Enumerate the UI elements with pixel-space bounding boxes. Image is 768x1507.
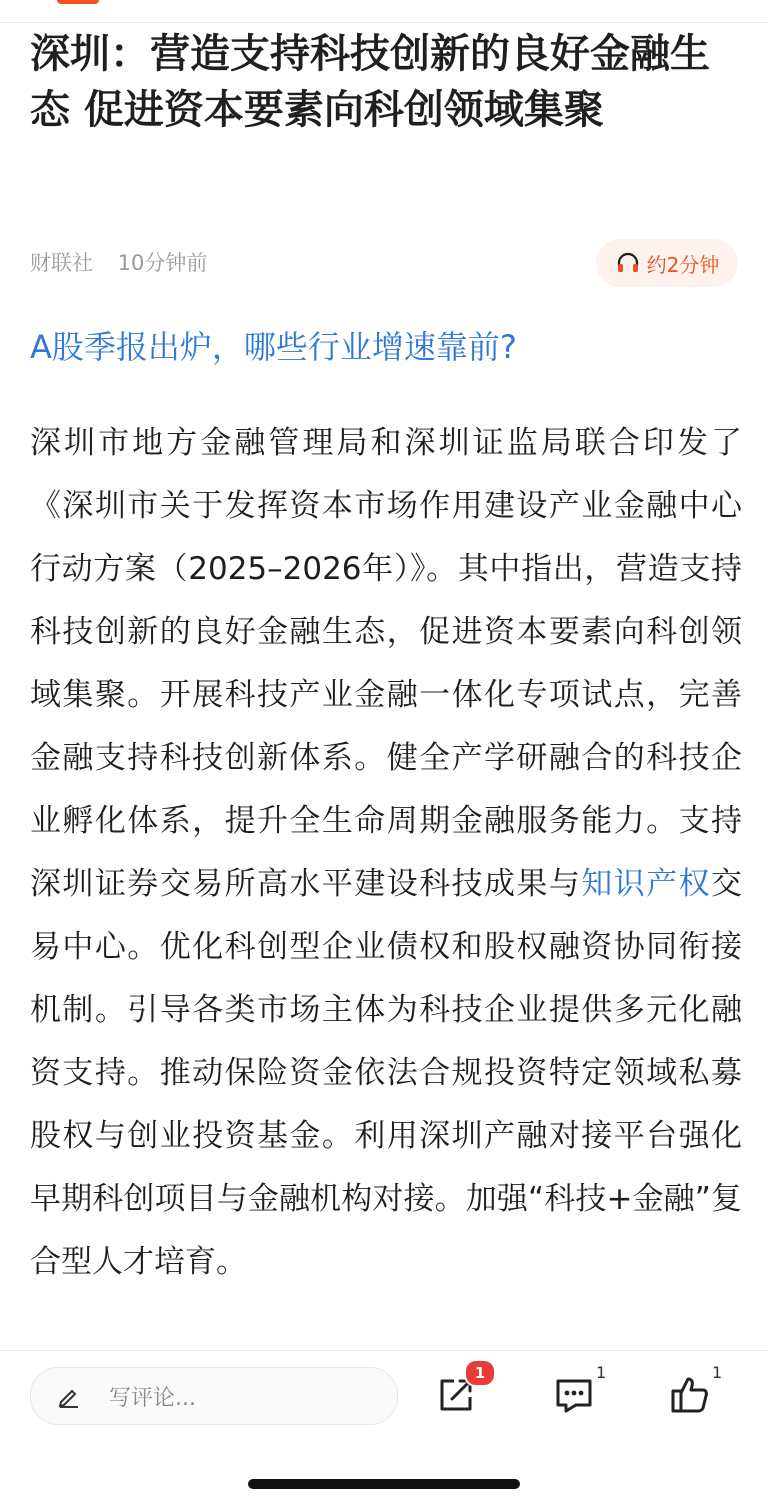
thumbs-up-icon: [668, 1373, 712, 1417]
article-body: [30, 412, 742, 1294]
like-button[interactable]: [668, 1363, 723, 1417]
listen-button[interactable]: [596, 239, 738, 287]
body-text-part2: 交易中心。优化科创型企业债权和股权融资协同衔接机制。引导各类市场主体为科技企业提供多元化融资支持。推动保险资金依法合规投资特定领域私募股权与创业投资基金。利用深圳产融对接平台强化早期科创项目与金融机构对接。加强“科技+金融”复合型人才培育。: [30, 866, 743, 1280]
comment-input[interactable]: [30, 1367, 398, 1425]
body-text-part1: 深圳市地方金融管理局和深圳证监局联合印发了《深圳市关于发挥资本市场作用建设产业金融中心行动方案（2025–2026年）》。其中指出，营造支持科技创新的良好金融生态，促进资本要素向科创领域集聚。开展科技产业金融一体化专项试点，完善金融支持科技创新体系。健全产学研融合的科技企业孵化体系，提升全生命周期金融服务能力。支持深圳证券交易所高水平建设科技成果与: [30, 425, 742, 902]
related-link[interactable]: A股季报出炉，哪些行业增速靠前?: [30, 328, 517, 366]
pen-icon: [57, 1384, 81, 1408]
listen-duration: 约2分钟: [646, 252, 720, 277]
comment-placeholder: 写评论...: [109, 1385, 196, 1411]
article-source[interactable]: 财联社: [30, 251, 93, 275]
article-time: 10分钟前: [117, 251, 208, 275]
headphones-icon: [615, 250, 641, 276]
share-badge: 1: [464, 1359, 496, 1387]
article-meta: [30, 248, 225, 278]
article-title: 深圳：营造支持科技创新的良好金融生态 促进资本要素向科创领域集聚: [30, 31, 710, 133]
comment-icon: [552, 1373, 596, 1417]
home-indicator[interactable]: [248, 1479, 520, 1489]
app-logo: [57, 0, 99, 4]
share-button[interactable]: [434, 1364, 486, 1417]
top-strip: [0, 0, 768, 23]
ip-link[interactable]: 知识产权: [581, 866, 712, 902]
like-count: 1: [712, 1363, 723, 1382]
comment-button[interactable]: [552, 1363, 607, 1417]
comment-count: 1: [596, 1363, 607, 1382]
